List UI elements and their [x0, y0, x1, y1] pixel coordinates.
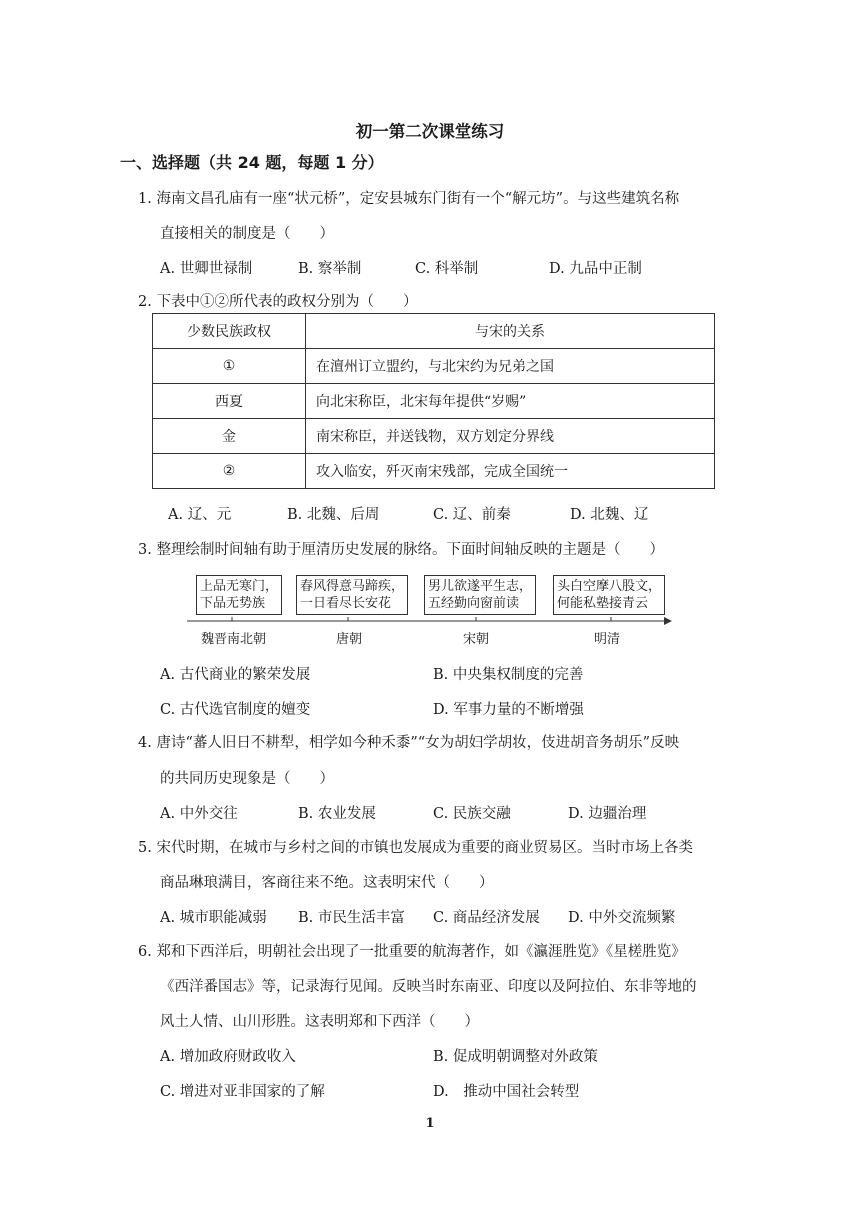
table-cell: 西夏	[153, 384, 306, 419]
table-row	[153, 454, 715, 489]
table-header-cell: 少数民族政权	[153, 314, 306, 349]
option-c[interactable]: C. 商品经济发展	[433, 910, 540, 926]
table-header-cell: 与宋的关系	[306, 314, 715, 349]
quote-line: 何能私塾接青云	[557, 596, 649, 611]
question-text: 5. 宋代时期，在城市与乡村之间的市镇也发展成为重要的商业贸易区。当时市场上各类	[138, 840, 693, 856]
option-b[interactable]: B. 中央集权制度的完善	[433, 667, 584, 683]
timeline-label: 宋朝	[463, 632, 490, 647]
option-c[interactable]: C. 古代选官制度的嬗变	[160, 702, 311, 718]
table-cell: 在澶州订立盟约，与北宋约为兄弟之国	[306, 349, 715, 384]
option-b[interactable]: B. 北魏、后周	[287, 507, 380, 523]
section-heading: 一、选择题（共 24 题，每题 1 分）	[120, 153, 384, 172]
quote-line: 下品无势族	[200, 596, 266, 611]
option-a[interactable]: A. 增加政府财政收入	[160, 1049, 296, 1065]
option-c[interactable]: C. 增进对亚非国家的了解	[160, 1084, 325, 1100]
option-d[interactable]: D. 推动中国社会转型	[433, 1084, 580, 1100]
option-c[interactable]: C. 民族交融	[433, 806, 511, 822]
option-c[interactable]: C. 科举制	[415, 261, 479, 277]
option-a[interactable]: A. 辽、元	[168, 507, 232, 523]
timeline-quote-box	[296, 575, 408, 615]
question-text: 《西洋番国志》等，记录海行见闻。反映当时东南亚、印度以及阿拉伯、东非等地的	[160, 979, 697, 995]
page-title: 初一第二次课堂练习	[355, 122, 505, 141]
page-number: 1	[425, 1116, 435, 1131]
timeline-label: 魏晋南北朝	[201, 632, 267, 647]
question-text: 6. 郑和下西洋后，明朝社会出现了一批重要的航海著作，如《瀛涯胜览》《星槎胜览》	[138, 944, 686, 960]
option-b[interactable]: B. 农业发展	[298, 806, 376, 822]
timeline-label: 唐朝	[336, 632, 363, 647]
table-cell: 攻入临安，歼灭南宋残部，完成全国统一	[306, 454, 715, 489]
table-cell: 南宋称臣，并送钱物，双方划定分界线	[306, 419, 715, 454]
option-b[interactable]: B. 促成明朝调整对外政策	[433, 1049, 598, 1065]
option-b[interactable]: B. 察举制	[298, 261, 362, 277]
question-text: 风土人情、山川形胜。这表明郑和下西洋（ ）	[160, 1014, 479, 1030]
option-d[interactable]: D. 中外交流频繁	[568, 910, 676, 926]
question-text: 1. 海南文昌孔庙有一座“状元桥”，定安县城东门街有一个“解元坊”。与这些建筑名称	[138, 191, 680, 207]
table-cell: ②	[153, 454, 306, 489]
timeline-label: 明清	[594, 632, 621, 647]
option-a[interactable]: A. 中外交往	[160, 806, 238, 822]
option-c[interactable]: C. 辽、前秦	[433, 507, 511, 523]
table-cell: 向北宋称臣，北宋每年提供“岁赐”	[306, 384, 715, 419]
question-text: 4. 唐诗“蕃人旧日不耕犁，相学如今种禾黍”“女为胡妇学胡妆，伎进胡音务胡乐”反映	[138, 735, 680, 751]
table-header-row	[153, 314, 715, 349]
table-row	[153, 349, 715, 384]
quote-line: 一日看尽长安花	[300, 596, 392, 611]
table-row	[153, 419, 715, 454]
option-d[interactable]: D. 北魏、辽	[570, 507, 649, 523]
question-text: 直接相关的制度是（ ）	[160, 226, 334, 242]
option-a[interactable]: A. 古代商业的繁荣发展	[160, 667, 311, 683]
option-a[interactable]: A. 世卿世禄制	[160, 261, 253, 277]
quote-line: 五经勤向窗前读	[428, 596, 520, 611]
option-d[interactable]: D. 九品中正制	[549, 261, 642, 277]
table-cell: 金	[153, 419, 306, 454]
quote-line: 上品无寒门，	[200, 579, 279, 594]
question-text: 3. 整理绘制时间轴有助于厘清历史发展的脉络。下面时间轴反映的主题是（ ）	[138, 542, 664, 558]
option-a[interactable]: A. 城市职能减弱	[160, 910, 267, 926]
option-b[interactable]: B. 市民生活丰富	[298, 910, 405, 926]
regime-table	[152, 313, 715, 489]
timeline-quote-box	[196, 575, 282, 615]
quote-line: 男儿欲遂平生志，	[428, 579, 533, 594]
timeline-quote-box	[424, 575, 536, 615]
table-cell: ①	[153, 349, 306, 384]
question-text: 商品琳琅满目，客商往来不绝。这表明宋代（ ）	[160, 875, 494, 891]
quote-line: 头白空摩八股文，	[557, 579, 662, 594]
table-row	[153, 384, 715, 419]
timeline-quote-box	[553, 575, 665, 615]
question-text: 的共同历史现象是（ ）	[160, 771, 334, 787]
option-d[interactable]: D. 军事力量的不断增强	[433, 702, 584, 718]
quote-line: 春风得意马蹄疾，	[300, 579, 405, 594]
question-text: 2. 下表中①②所代表的政权分别为（ ）	[138, 294, 418, 310]
option-d[interactable]: D. 边疆治理	[568, 806, 647, 822]
